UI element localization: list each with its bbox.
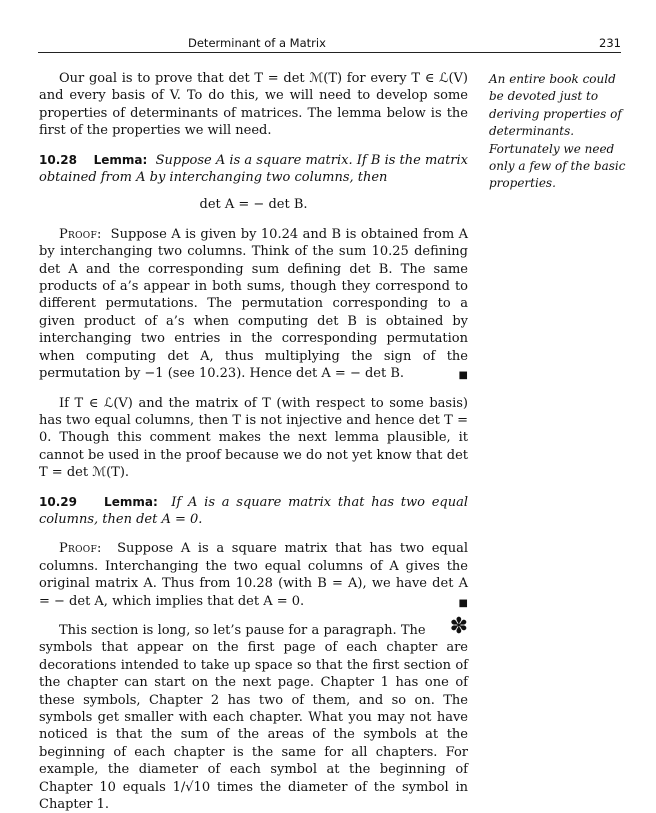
proof-label: Proof: — [59, 541, 102, 557]
proof-10-29 — [39, 540, 468, 610]
lemma-label: Lemma: — [104, 494, 158, 509]
symbol-paragraph-text: This section is long, so let’s pause for a paragraph. The symbols that appear on the first page of each chapter are decorations intended to take up space so that the first section of the chapter can start on the next page. Chapter 1 has one of these symbols, Chapter 2 has two of them, and so on. The symbols get smaller with each chapter. What you may not have noticed is that the sum of the areas of the symbols at the beginning of each chapter is the same for all chapters. For example, the diameter of each symbol at the beginning of Chapter 10 equals 1/√10 times the diameter of the symbol in Chapter 1. — [39, 622, 468, 813]
lemma-label: Lemma: — [93, 152, 148, 167]
running-title: Determinant of a Matrix — [188, 36, 326, 50]
display-equation: det A = − det B. — [199, 197, 308, 213]
lemma-statement: Suppose A is a square matrix. If B is the matrix obtained from A by interchanging two columns, then — [39, 152, 469, 186]
chapter-symbol-icon: ✽ — [449, 613, 468, 639]
intro-paragraph: Our goal is to prove that det T = det ℳ(T) for every T ∈ ℒ(V) and every basis of V. To do this, we will need to develop some properties of determinants of matrices. The lemma below is the first of the properties we will need. — [39, 71, 468, 139]
symbol-paragraph — [39, 613, 468, 813]
qed-icon: ■ — [458, 597, 468, 609]
lemma-10-28 — [39, 152, 468, 187]
lemma-statement: If A is a square matrix that has two equal columns, then det A = 0. — [39, 494, 468, 527]
main-text — [39, 70, 468, 813]
page-number: 231 — [599, 36, 621, 50]
lemma-number: 10.29 — [39, 494, 77, 509]
proof-text: Suppose A is a square matrix that has two equal columns. Interchanging the two equal columns of A gives the original matrix A. Thus from 10.28 (with B = A), we have det A = − det A, which implies that det A = 0. — [39, 541, 468, 609]
margin-note: An entire book could be devoted just to deriving properties of determinants. Fortunately we need only a few of the basic properties. — [489, 72, 626, 191]
proof-10-28 — [39, 226, 468, 383]
lemma-number: 10.28 — [39, 152, 77, 167]
running-header — [38, 36, 621, 53]
proof-text: Suppose A is given by 10.24 and B is obtained from A by interchanging two columns. Think of the sum 10.25 defining det A and the corresponding sum defining det B. The same products of a’s appear in both sums, though they correspond to different permutations. The permutation corresponding to a given product of a’s when computing det B is obtained by interchanging two entries in the corresponding permutation when computing det A, thus multiplying the sign of the permutation by −1 (see 10.23). Hence det A = − det B. — [39, 226, 469, 382]
lemma-10-29 — [39, 494, 468, 529]
comment-paragraph: If T ∈ ℒ(V) and the matrix of T (with respect to some basis) has two equal columns, then T is not injective and hence det T = 0. Though this comment makes the next lemma plausible, it cannot be used in the proof because we do not yet know that det T = det ℳ(T). — [39, 395, 468, 481]
qed-icon: ■ — [458, 370, 468, 382]
proof-label: Proof: — [59, 226, 102, 242]
